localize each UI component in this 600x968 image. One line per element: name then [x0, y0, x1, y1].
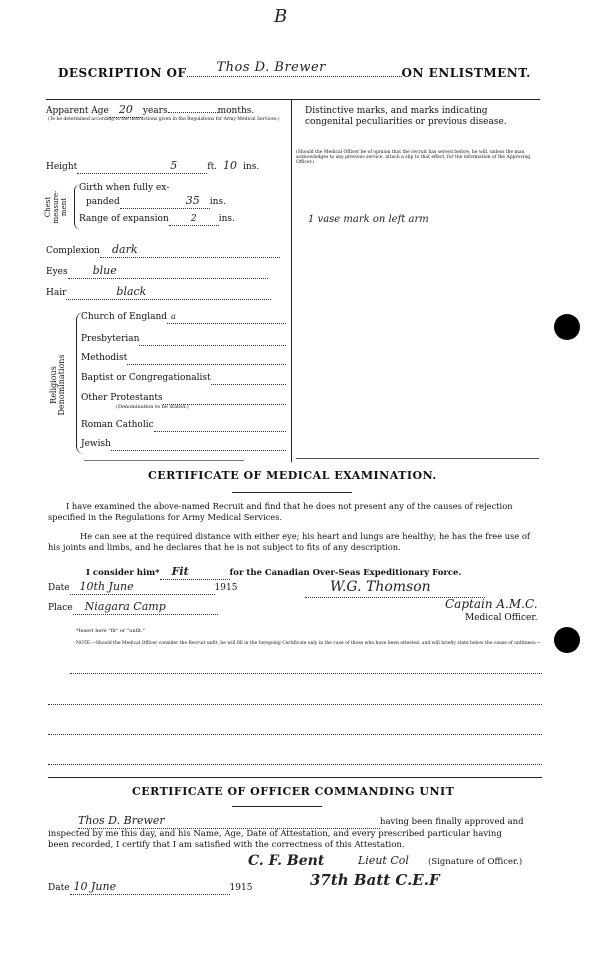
- medical-footnote: *Insert here "fit" or "unfit.": [76, 628, 145, 634]
- consider-label: I consider him*: [86, 568, 160, 578]
- other-note: (Denomination to be stated.): [116, 404, 189, 410]
- months-label: months.: [217, 106, 255, 116]
- girth-ins: ins.: [209, 197, 226, 207]
- complexion-row: [46, 244, 280, 258]
- chest-label: Chest measure-ment: [44, 190, 68, 224]
- eyes-row: [46, 265, 268, 279]
- medical-date-row: [48, 581, 237, 595]
- medical-place-label: Place: [48, 603, 73, 613]
- unfit-cause-line[interactable]: [70, 672, 542, 674]
- commanding-date-label: Date: [48, 883, 70, 893]
- medical-heading: CERTIFICATE OF MEDICAL EXAMINATION.: [148, 469, 437, 482]
- eyes-value: blue: [92, 264, 117, 277]
- unfit-cause-line[interactable]: [48, 763, 542, 765]
- religion-mark: a: [171, 312, 176, 321]
- religion-label: Religious Denominations: [49, 354, 66, 416]
- marks-heading: Distinctive marks, and marks indicating congenital peculiarities or previous disease.: [305, 106, 507, 127]
- girth-label-1: Girth when fully ex-: [79, 183, 170, 193]
- medical-year: 1915: [214, 583, 238, 593]
- consider-suffix: for the Canadian Over-Seas Expeditionary Force.: [229, 568, 462, 578]
- ft-label: ft.: [207, 162, 218, 172]
- commanding-name: Thos D. Brewer: [78, 814, 165, 827]
- age-note: (To be determined according to the instructions given in the Regulations for Army Medical Services.): [48, 117, 280, 122]
- height-ft: 5: [170, 159, 178, 172]
- punch-hole: [554, 627, 580, 653]
- medical-officer-label: Medical Officer.: [465, 613, 538, 623]
- medical-rule: [232, 492, 352, 493]
- heading-suffix: ON ENLISTMENT.: [401, 66, 531, 80]
- commanding-text2: inspected by me this day, and his Name, Age, Date of Attestation, and every prescribed particular having: [48, 829, 502, 839]
- page-mark: B: [274, 6, 288, 27]
- commanding-unit: 37th Batt C.E.F: [310, 871, 440, 889]
- section-rule: [48, 777, 542, 778]
- religion-row: [81, 333, 286, 346]
- commanding-heading: CERTIFICATE OF OFFICER COMMANDING UNIT: [132, 785, 455, 798]
- medical-date-label: Date: [48, 583, 70, 593]
- commanding-signature: C. F. Bent: [248, 853, 325, 869]
- religion-row: [81, 438, 286, 451]
- heading-prefix: DESCRIPTION OF: [58, 66, 187, 80]
- commanding-date-row: [48, 881, 252, 895]
- girth-label-2: panded: [86, 197, 120, 207]
- religion-label-item: Roman Catholic: [81, 420, 154, 430]
- religion-row: [81, 372, 286, 385]
- left-bottom-rule: [84, 460, 244, 461]
- eyes-label: Eyes: [46, 267, 68, 277]
- medical-date-value: 10th June: [79, 580, 134, 593]
- range-value: 2: [190, 214, 197, 224]
- religion-label-item: Methodist: [81, 353, 128, 363]
- range-ins: ins.: [218, 214, 235, 224]
- age-years: 20: [118, 103, 133, 116]
- commanding-year: 1915: [229, 883, 253, 893]
- medical-signature: W.G. Thomson: [330, 579, 431, 595]
- right-bottom-rule: [296, 458, 539, 459]
- commanding-signature-label: (Signature of Officer.): [428, 857, 523, 867]
- consider-value: Fit: [171, 565, 189, 578]
- commanding-row1: [78, 815, 524, 829]
- range-row: [79, 214, 235, 226]
- medical-place-value: Niagara Camp: [84, 600, 166, 613]
- girth-value: 35: [185, 194, 200, 207]
- medical-rank: Captain A.M.C.: [445, 597, 538, 611]
- religion-label-item: Baptist or Congregationalist: [81, 373, 211, 383]
- heading-rule: [46, 99, 540, 100]
- ins-label: ins.: [243, 162, 260, 172]
- height-row: [46, 160, 259, 174]
- description-heading: [58, 60, 531, 80]
- consider-row: [86, 566, 461, 580]
- commanding-date-value: 10 June: [73, 880, 117, 893]
- religion-row: [81, 352, 286, 365]
- medical-note: NOTE.—Should the Medical Officer consider the Recruit unfit, he will fill in the foregoing Certificate only in the case of those who have been attested, and will briefly state below the cause of unfitness:—: [76, 641, 541, 646]
- commanding-text3: been recorded, I certify that I am satisfied with the correctness of this Attestation.: [48, 840, 405, 850]
- hair-label: Hair: [46, 288, 67, 298]
- commanding-rule: [232, 806, 322, 807]
- apparent-age-row: [46, 104, 254, 118]
- recruit-name: Thos D. Brewer: [216, 60, 326, 75]
- religion-label-item: Jewish: [81, 439, 111, 449]
- marks-note: (Should the Medical Officer be of opinion that the recruit has served before, he will, unless the man acknowledges to any previous service, attach a slip to that effect, for the information of the Approving Officer.): [296, 150, 531, 165]
- unfit-cause-line[interactable]: [48, 733, 542, 735]
- complexion-value: dark: [111, 243, 138, 256]
- religion-row: [81, 419, 286, 432]
- years-label: years: [142, 106, 168, 116]
- height-label: Height: [46, 162, 78, 172]
- height-in: 10: [223, 159, 238, 172]
- religion-label-item: Other Protestants: [81, 393, 163, 403]
- medical-place-row: [48, 601, 218, 615]
- hair-row: [46, 286, 271, 300]
- unfit-cause-line[interactable]: [48, 703, 542, 705]
- marks-value: 1 vase mark on left arm: [308, 214, 429, 225]
- commanding-signature-rank: Lieut Col: [358, 854, 409, 867]
- range-label: Range of expansion: [79, 214, 169, 224]
- age-label: Apparent Age: [46, 106, 109, 116]
- medical-para2: He can see at the required distance with either eye; his heart and lungs are healthy; he has the free use of his joints and limbs, and he declares that he is not subject to fits of any description.: [48, 531, 530, 552]
- religion-label-item: Presbyterian: [81, 334, 140, 344]
- medical-para1: I have examined the above-named Recruit and find that he does not present any of the causes of rejection specified in the Regulations for Army Medical Services.: [48, 501, 513, 522]
- punch-hole: [554, 314, 580, 340]
- hair-value: black: [116, 285, 147, 298]
- column-divider: [291, 100, 292, 462]
- religion-label-item: Church of England: [81, 312, 168, 322]
- girth-row: [86, 195, 226, 209]
- complexion-label: Complexion: [46, 246, 100, 256]
- commanding-text1: having been finally approved and: [380, 817, 524, 827]
- religion-row: [81, 311, 286, 324]
